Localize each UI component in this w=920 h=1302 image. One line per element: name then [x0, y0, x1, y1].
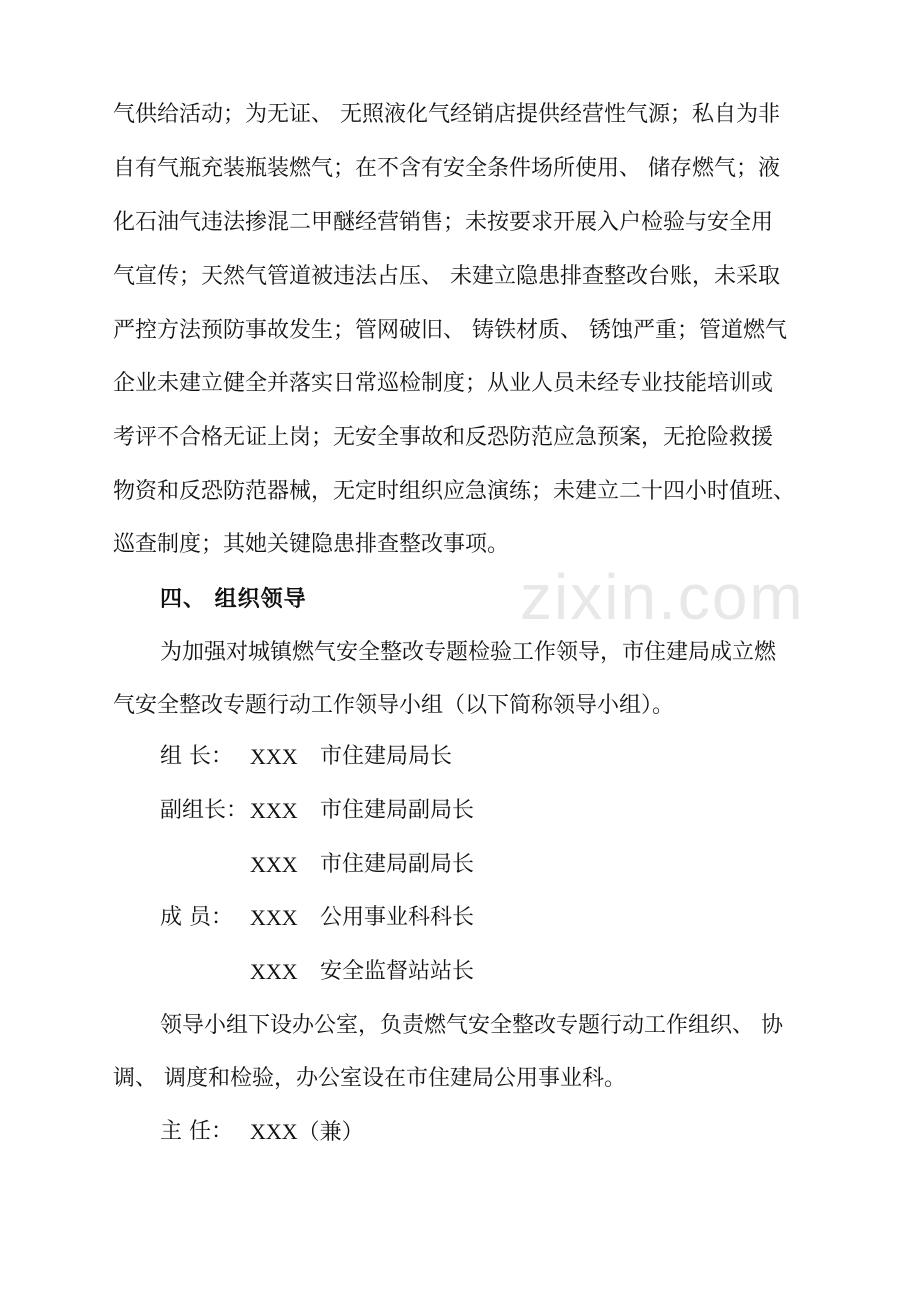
member-name: XXX	[250, 905, 298, 930]
member-name: XXX	[250, 852, 298, 877]
section-heading: 四、 组织领导	[160, 586, 307, 612]
paragraph-line: 企业未建立健全并落实日常巡检制度；从业人员未经专业技能培训或	[113, 371, 774, 396]
paragraph-line: 物资和反恐防范器械，无定时组织应急演练；未建立二十四小时值班、	[113, 479, 796, 504]
member-title: 市住建局局长	[320, 744, 453, 769]
member-role: 成 员：	[160, 905, 233, 930]
paragraph-line: 巡查制度；其她关键隐患排查整改事项。	[113, 532, 510, 557]
paragraph-line: 自有气瓶充装瓶装燃气；在不含有安全条件场所使用、 储存燃气；液	[113, 156, 780, 181]
member-title: 市住建局副局长	[320, 798, 475, 823]
paragraph-line: 为加强对城镇燃气安全整改专题检验工作领导，市住建局成立燃	[160, 640, 777, 665]
paragraph-line: 气宣传；天然气管道被违法占压、 未建立隐患排查整改台账，未采取	[113, 264, 780, 289]
member-name: XXX	[250, 798, 298, 823]
member-name: XXX	[250, 744, 298, 769]
member-title: 市住建局副局长	[320, 852, 475, 877]
paragraph-line: 考评不合格无证上岗；无安全事故和反恐防范应急预案，无抢险救援	[113, 425, 774, 450]
member-name: XXX	[250, 959, 298, 984]
director-value: XXX（兼）	[250, 1119, 364, 1144]
paragraph-line: 领导小组下设办公室，负责燃气安全整改专题行动工作组织、 协	[160, 1013, 783, 1038]
member-title: 公用事业科科长	[320, 905, 475, 930]
paragraph-line: 气安全整改专题行动工作领导小组（以下简称领导小组）。	[113, 693, 675, 718]
paragraph-line: 化石油气违法掺混二甲醚经营销售；未按要求开展入户检验与安全用	[113, 210, 774, 235]
watermark: zixin.com	[520, 561, 805, 633]
paragraph-line: 严控方法预防事故发生；管网破旧、 铸铁材质、 锈蚀严重；管道燃气	[113, 318, 787, 343]
paragraph-line: 调、 调度和检验，办公室设在市住建局公用事业科。	[113, 1066, 626, 1091]
director-role: 主 任：	[160, 1119, 233, 1144]
member-title: 安全监督站站长	[320, 959, 475, 984]
member-role: 组 长：	[160, 744, 233, 769]
paragraph-line: 气供给活动；为无证、 无照液化气经销店提供经营性气源；私自为非	[113, 102, 780, 127]
member-role: 副组长：	[160, 798, 249, 823]
